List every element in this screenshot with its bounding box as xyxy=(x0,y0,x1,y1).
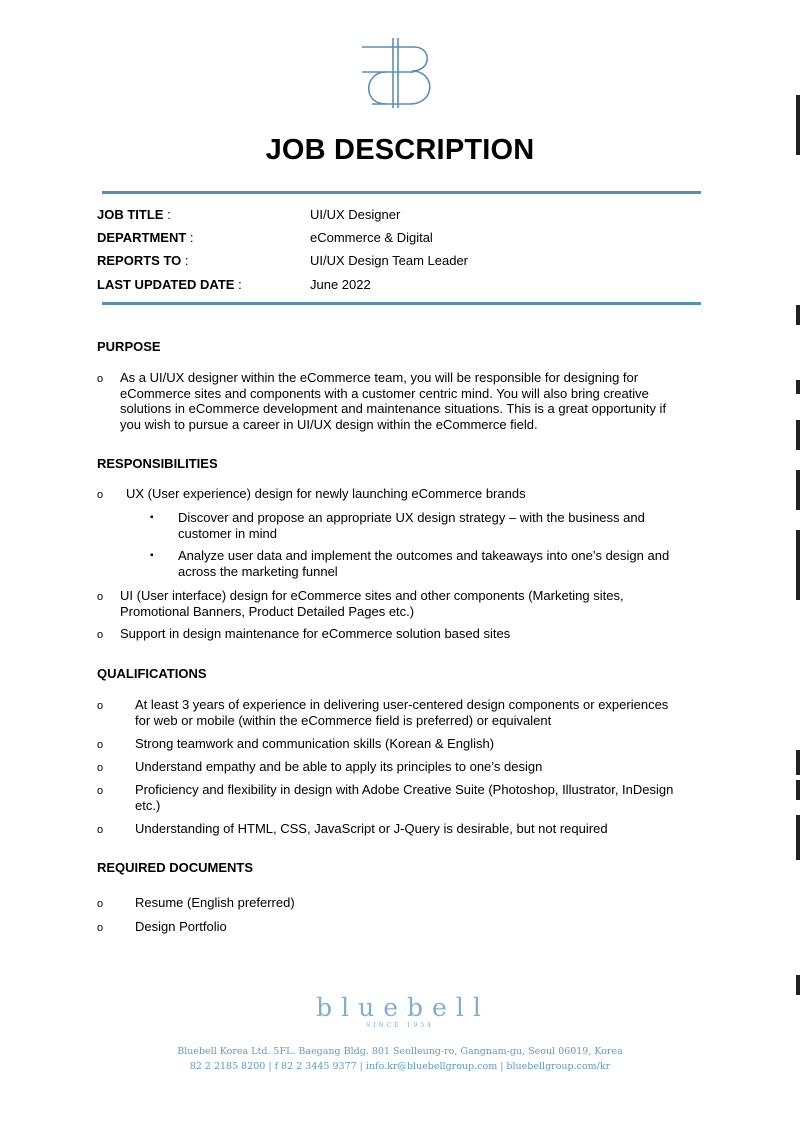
bullet-marker: o xyxy=(97,591,104,603)
section-heading-purpose: PURPOSE xyxy=(97,339,161,354)
qualification-item xyxy=(135,759,735,775)
item-line: eCommerce sites and components with a customer centric mind. You will also bring creative xyxy=(120,385,649,401)
meta-label-separator: : xyxy=(163,207,171,222)
section-heading-responsibilities: RESPONSIBILITIES xyxy=(97,456,218,471)
section-heading-documents: REQUIRED DOCUMENTS xyxy=(97,860,254,875)
item-line: Proficiency and flexibility in design with Adobe Creative Suite (Photoshop, Illustrator, InDesign xyxy=(135,782,674,797)
bullet-marker: o xyxy=(97,489,104,501)
meta-row xyxy=(97,253,697,271)
document-item xyxy=(135,895,735,911)
meta-row xyxy=(97,207,697,225)
item-line: UX (User experience) design for newly launching eCommerce brands xyxy=(126,486,526,501)
meta-row xyxy=(97,277,697,295)
item-line: you wish to pursue a career in UI/UX design within the eCommerce field. xyxy=(120,416,538,432)
meta-label-text: REPORTS TO xyxy=(97,253,182,268)
item-line: etc.) xyxy=(135,797,161,813)
item-line: UI (User interface) design for eCommerce sites and other components (Marketing sites, xyxy=(120,588,624,603)
bullet-marker: o xyxy=(97,785,104,797)
meta-label xyxy=(97,277,242,292)
bullet-marker: o xyxy=(97,700,104,712)
item-line: Analyze user data and implement the outcomes and takeaways into one’s design and xyxy=(178,548,670,563)
item-line: solutions in eCommerce development and maintenance situations. This is a great opportunity if xyxy=(120,401,667,416)
edge-mark xyxy=(796,750,800,775)
brand-since: SINCE 1954 xyxy=(366,1022,434,1029)
item-line: Promotional Banners, Product Detailed Pages etc.) xyxy=(120,603,415,619)
meta-label-separator: : xyxy=(186,230,194,245)
edge-mark xyxy=(796,840,800,860)
item-line: for web or mobile (within the eCommerce field is preferred) or equivalent xyxy=(135,712,552,728)
meta-label-text: JOB TITLE xyxy=(97,207,164,222)
responsibility-item xyxy=(126,486,686,502)
edge-mark xyxy=(796,380,800,394)
purpose-text xyxy=(120,370,720,432)
item-line: Strong teamwork and communication skills (Korean & English) xyxy=(135,736,495,751)
responsibility-item xyxy=(120,626,680,642)
edge-mark xyxy=(796,305,800,325)
footer-contact: 82 2 2185 8200 | f 82 2 3445 9377 | info.kr@bluebellgroup.com | bluebellgroup.com/kr xyxy=(189,1061,611,1072)
bluebell-monogram-icon xyxy=(360,36,440,110)
item-line: Understand empathy and be able to apply its principles to one’s design xyxy=(135,759,543,774)
item-line: Discover and propose an appropriate UX design strategy – with the business and xyxy=(178,510,645,525)
item-line: across the marketing funnel xyxy=(178,563,338,579)
bullet-marker: o xyxy=(97,898,104,910)
top-divider xyxy=(102,191,701,194)
bullet-marker: o xyxy=(97,762,104,774)
meta-value: eCommerce & Digital xyxy=(310,230,433,245)
sub-bullet-marker: ▪ xyxy=(150,550,154,561)
meta-value: UI/UX Design Team Leader xyxy=(310,253,469,268)
brand-wordmark: bluebell xyxy=(316,993,490,1022)
qualification-item xyxy=(135,782,735,813)
qualification-item xyxy=(135,821,735,837)
document-item xyxy=(135,919,735,935)
item-line: customer in mind xyxy=(178,525,277,541)
bottom-divider xyxy=(102,302,701,305)
meta-value: UI/UX Designer xyxy=(310,207,401,222)
meta-label xyxy=(97,253,189,268)
meta-label-separator: : xyxy=(181,253,189,268)
item-line: At least 3 years of experience in delivering user-centered design components or experiences xyxy=(135,697,669,712)
bullet-marker: o xyxy=(97,824,104,836)
page-edge-marks xyxy=(796,0,800,1132)
bullet-marker: o xyxy=(97,629,104,641)
item-line: Support in design maintenance for eCommerce solution based sites xyxy=(120,626,511,641)
edge-mark xyxy=(796,780,800,800)
section-heading-qualifications: QUALIFICATIONS xyxy=(97,666,207,681)
sub-bullet-marker: ▪ xyxy=(150,512,154,523)
item-line: Design Portfolio xyxy=(135,919,227,934)
footer-address: Bluebell Korea Ltd. 5FL. Baegang Bldg. 801 Seolleung-ro, Gangnam-gu, Seoul 06019, Korea xyxy=(177,1046,623,1057)
bullet-marker: o xyxy=(97,739,104,751)
edge-mark xyxy=(796,975,800,995)
item-line: Understanding of HTML, CSS, JavaScript or J-Query is desirable, but not required xyxy=(135,821,608,836)
edge-mark xyxy=(796,95,800,155)
qualification-item xyxy=(135,697,735,728)
meta-label-separator: : xyxy=(234,277,242,292)
responsibility-item xyxy=(120,588,680,619)
meta-row xyxy=(97,230,697,248)
edge-mark xyxy=(796,420,800,450)
qualification-item xyxy=(135,736,735,752)
edge-mark xyxy=(796,470,800,510)
item-line: As a UI/UX designer within the eCommerce team, you will be responsible for designing for xyxy=(120,370,639,385)
edge-mark xyxy=(796,530,800,600)
meta-label-text: LAST UPDATED DATE xyxy=(97,277,235,292)
edge-mark xyxy=(796,815,800,840)
item-line: Resume (English preferred) xyxy=(135,895,295,910)
page-title: JOB DESCRIPTION xyxy=(265,134,535,166)
bullet-marker: o xyxy=(97,373,104,385)
responsibility-item xyxy=(178,510,738,541)
meta-value: June 2022 xyxy=(310,277,371,292)
bullet-marker: o xyxy=(97,922,104,934)
meta-label xyxy=(97,207,171,222)
meta-label-text: DEPARTMENT xyxy=(97,230,187,245)
meta-label xyxy=(97,230,194,245)
responsibility-item xyxy=(178,548,738,579)
